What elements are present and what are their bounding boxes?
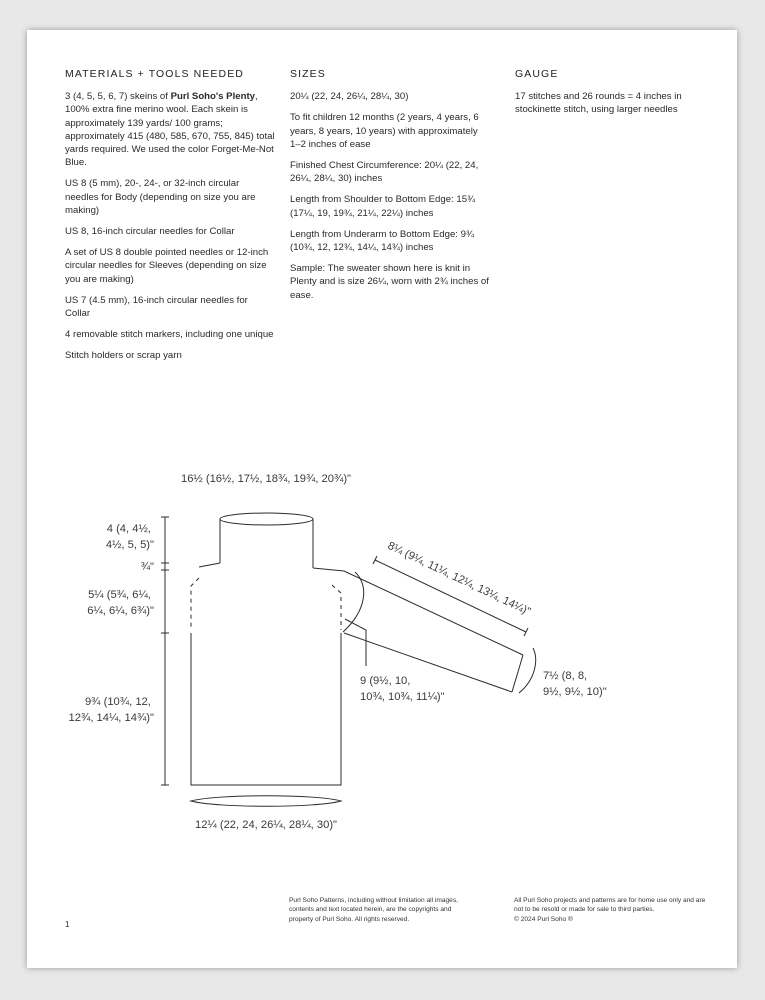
body-outline bbox=[191, 633, 341, 785]
page-number: 1 bbox=[65, 920, 70, 929]
sleeve-length-label: 8¼ (9¼, 11¼, 12¼, 13¼, 14¼)" bbox=[385, 539, 533, 619]
hem-circumference-label: 12¼ (22, 24, 26¼, 28¼, 30)" bbox=[194, 819, 338, 831]
shoulder-left bbox=[199, 563, 220, 567]
sweater-schematic bbox=[27, 30, 737, 968]
pattern-page bbox=[27, 30, 737, 968]
sleeve-cuff bbox=[512, 655, 523, 692]
sizes-item: 20¼ (22, 24, 26¼, 28¼, 30) bbox=[290, 91, 409, 103]
collar-top-ellipse bbox=[220, 513, 313, 525]
collar-outline bbox=[220, 519, 313, 568]
yoke-height-label: 5¼ (5¾, 6¼, 6¼, 6¼, 6¾)" bbox=[87, 589, 154, 617]
sizes-item: Length from Underarm to Bottom Edge: 9¾ (10¾, 12, 12¾, 14¼, 14¾) inches bbox=[290, 228, 474, 254]
armhole-left-dashed bbox=[191, 578, 199, 630]
upper-arm-pointer bbox=[345, 619, 366, 666]
collar-height-label: 4 (4, 4½, 4½, 5, 5)" bbox=[105, 523, 154, 551]
height-dimension-line bbox=[161, 517, 169, 785]
home-use-notice: All Purl Soho projects and patterns are for home use only and are not to be resold or made for sale to third parties. © 2024 Purl Soho ® bbox=[514, 896, 714, 924]
gauge-heading: GAUGE bbox=[515, 68, 559, 80]
upper-arm-label: 9 (9½, 10, 10¾, 10¾, 11¼)" bbox=[360, 675, 445, 703]
cuff-label: 7½ (8, 8, 9½, 9½, 10)" bbox=[543, 670, 607, 698]
materials-item: US 8 (5 mm), 20-, 24-, or 32-inch circular needles for Body (depending on size you are making) bbox=[65, 178, 256, 216]
materials-heading: MATERIALS + TOOLS NEEDED bbox=[65, 68, 244, 80]
sizes-item: To fit children 12 months (2 years, 4 years, 6 years, 8 years, 10 years) with approximately 1–2 inches of ease bbox=[290, 112, 479, 150]
collar-circumference-label: 16½ (16½, 17½, 18¾, 19¾, 20¾)" bbox=[180, 473, 352, 485]
yarn-brand-link[interactable]: Purl Soho's Plenty bbox=[170, 91, 255, 103]
copyright-year: © 2024 Purl Soho ® bbox=[514, 915, 573, 923]
materials-item: 4 removable stitch markers, including one unique bbox=[65, 329, 274, 341]
gauge-text: 17 stitches and 26 rounds = 4 inches in stockinette stitch, using larger needles bbox=[515, 91, 682, 116]
materials-item: A set of US 8 double pointed needles or 12-inch circular needles for Sleeves (depending on size you are making) bbox=[65, 247, 269, 285]
sizes-item: Length from Shoulder to Bottom Edge: 15¾ (17¼, 19, 19¾, 21¼, 22¼) inches bbox=[290, 194, 476, 219]
sizes-item: Sample: The sweater shown here is knit in Plenty and is size 26¼, worn with 2¾ inches of ease. bbox=[290, 263, 489, 301]
yarn-description: 3 (4, 5, 5, 6, 7) skeins of Purl Soho's Plenty, 100% extra fine merino wool. Each skein is approximately 139 yards/ 100 grams; approximately 415 (480, 585, 670, 755, 845) total yards required. We used the color Forget-Me-Not Blue. bbox=[65, 91, 275, 169]
sizes-heading: SIZES bbox=[290, 68, 326, 80]
body-height-label: 9¾ (10¾, 12, 12¾, 14¼, 14¾)" bbox=[68, 696, 154, 724]
materials-item: Stitch holders or scrap yarn bbox=[65, 350, 182, 362]
armhole-right-dashed bbox=[332, 585, 341, 630]
materials-item: US 8, 16-inch circular needles for Collar bbox=[65, 226, 235, 238]
copyright-notice: Purl Soho Patterns, including without limitation all images, contents and text located herein, are the copyrights and property of Purl Soho. All rights reserved. bbox=[289, 897, 458, 923]
sizes-item: Finished Chest Circumference: 20¼ (22, 24, 26¼, 28¼, 30) inches bbox=[290, 160, 479, 185]
materials-item: US 7 (4.5 mm), 16-inch circular needles for Collar bbox=[65, 294, 248, 320]
hem-ellipse-arc bbox=[191, 796, 341, 807]
shoulder-drop-label: ¾" bbox=[140, 561, 154, 573]
